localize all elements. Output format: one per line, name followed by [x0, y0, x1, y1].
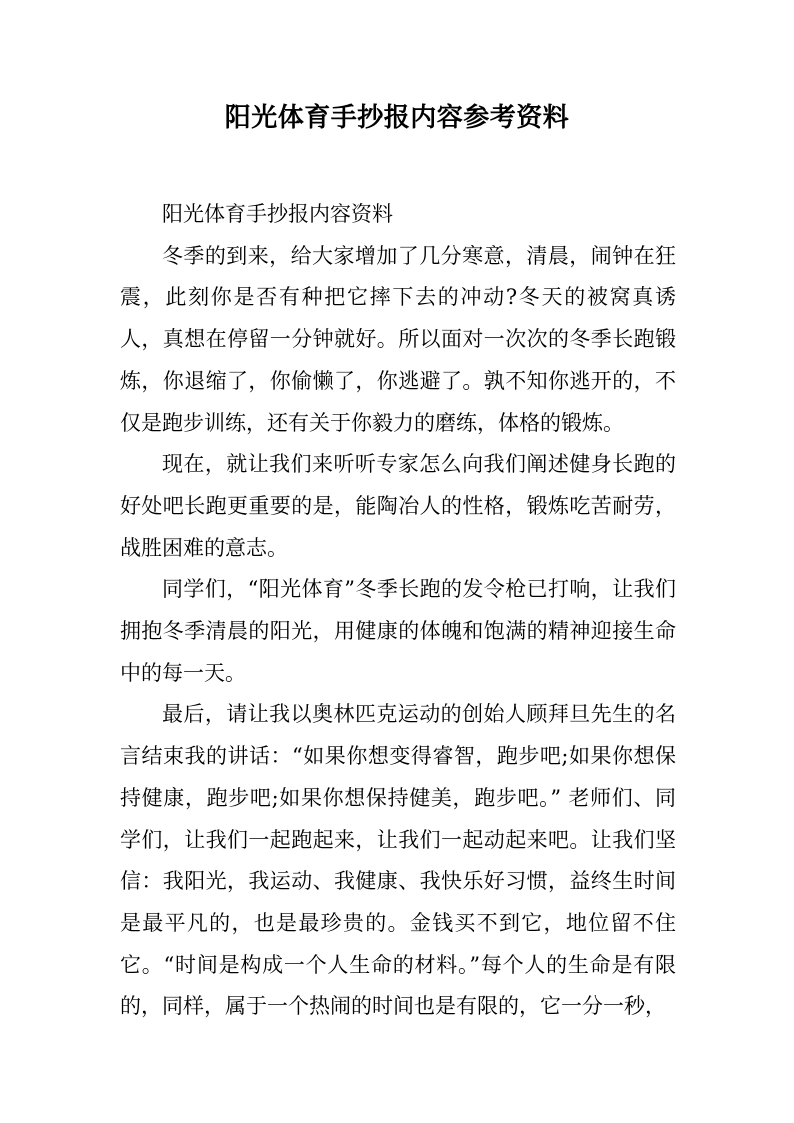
document-body: [120, 194, 676, 1028]
document-title: 阳光体育手抄报内容参考资料: [224, 103, 570, 133]
paragraph-winter: 冬季的到来，给大家增加了几分寒意，清晨，闹钟在狂震，此刻你是否有种把它摔下去的冲动?冬天的被窝真诱人，真想在停留一分钟就好。所以面对一次次的冬季长跑锻炼，你退缩了，你偷懒了，你逃避了。孰不知你逃开的，不仅是跑步训练，还有关于你毅力的磨练，体格的锻炼。: [120, 243, 676, 435]
paragraph-experts: 现在，就让我们来听听专家怎么向我们阐述健身长跑的好处吧长跑更重要的是，能陶冶人的性格，锻炼吃苦耐劳，战胜困难的意志。: [120, 452, 676, 560]
paragraph-subtitle: 阳光体育手抄报内容资料: [162, 202, 393, 226]
paragraph-classmates: 同学们，“阳光体育”冬季长跑的发令枪已打响，让我们拥抱冬季清晨的阳光，用健康的体魄和饱满的精神迎接生命中的每一天。: [120, 577, 676, 685]
paragraph-closing: 最后，请让我以奥林匹克运动的创始人顾拜旦先生的名言结束我的讲话：“如果你想变得睿智，跑步吧;如果你想保持健康，跑步吧;如果你想保持健美，跑步吧。” 老师们、同学们，让我们一起跑起来，让我们一起动起来吧。让我们坚信：我阳光，我运动、我健康、我快乐好习惯，益终生时间是最平凡的，也是最珍贵的。金钱买不到它，地位留不住它。“时间是构成一个人生命的材料。”每个人的生命是有限的，同样，属于一个热闹的时间也是有限的，它一分一秒，: [120, 702, 676, 1019]
